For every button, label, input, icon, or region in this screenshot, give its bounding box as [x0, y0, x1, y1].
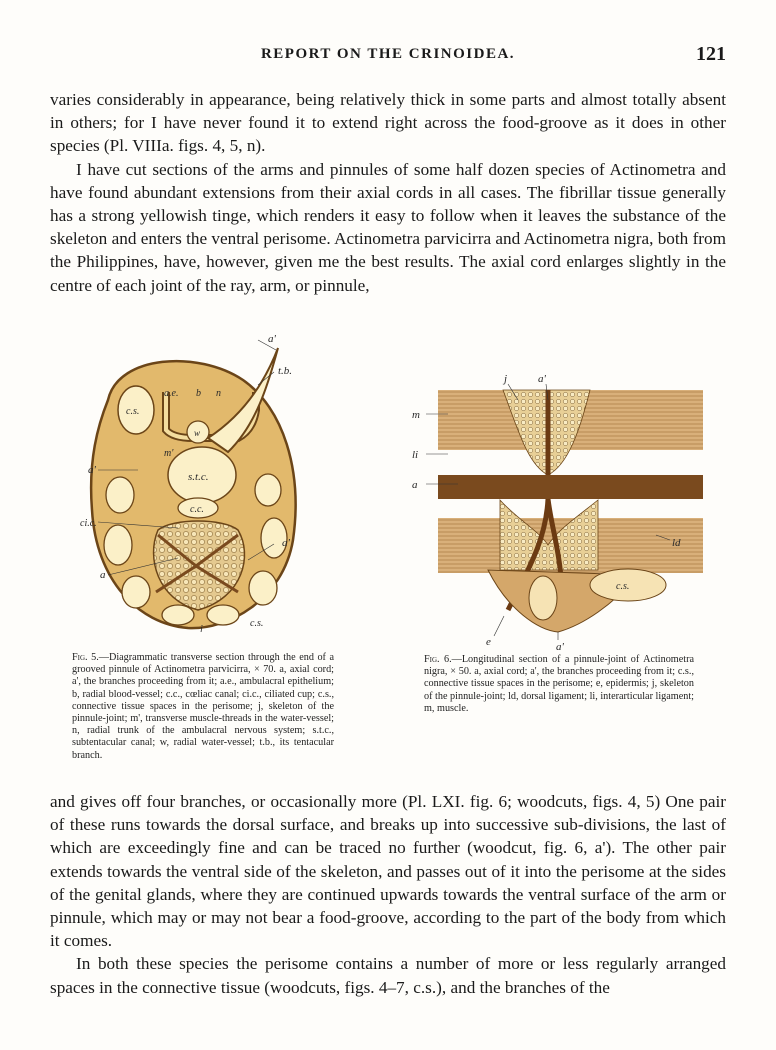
body-text-bottom: [50, 790, 726, 999]
caption-text: —Longitudinal section of a pinnule-joint of Actinometra nigra, × 50. a, axial cord; a', the branches proceeding from it; c.s., connective tissue spaces in the perisome; e, epidermis; j, skeleton of the pinnule-joint; ld, dorsal ligament; li, interarticular ligament; m, muscle.: [424, 654, 694, 714]
label-e: e: [486, 636, 491, 648]
running-head: [50, 43, 726, 70]
caption-label: Fig. 5.: [72, 652, 99, 663]
cs-space: [207, 605, 239, 625]
cs-space: [104, 525, 132, 565]
label-a-prime-left: a': [88, 464, 96, 476]
running-title: REPORT ON THE CRINOIDEA.: [260, 46, 516, 62]
label-a: a: [100, 569, 106, 581]
cs-space: [162, 605, 194, 625]
label-cc: c.c.: [190, 504, 204, 515]
paragraph: In both these species the perisome contains a number of more or less regularly arranged spaces in the connective tissue (woodcuts, figs. 4–7, c.s.), and the branches of the: [50, 954, 726, 997]
label-a-prime-top: a': [268, 333, 276, 345]
label-cs: c.s.: [616, 581, 630, 592]
cs-space: [529, 576, 557, 620]
paragraph: varies considerably in appearance, being relatively thick in some parts and almost totally absent in others; for I have never found it to extend right across the food-groove as it does in other species (Pl. VIIIa. figs. 4, 5, n).: [50, 90, 726, 156]
figure-6: [408, 370, 708, 652]
label-cs-left: c.s.: [126, 406, 140, 417]
figure-5-illustration: [78, 330, 326, 632]
label-ae: a.e.: [164, 388, 179, 399]
cs-space: [106, 477, 134, 513]
cs-space: [249, 571, 277, 605]
label-stc: s.t.c.: [188, 471, 209, 483]
axial-cord-band: [438, 475, 703, 499]
caption-text: —Diagrammatic transverse section through the end of a grooved pinnule of Actinometra parvicirra, × 70. a, axial cord; a', the branches proceeding from it; a.e., ambulacral epithelium; b, radial blood-vessel; c.c., cœliac canal; ci.c., ciliated cup; c.s., connective tissue spaces in the perisome; j, skeleton of the pinnule-joint; m', transverse muscle-threads in the water-vessel; n, radial trunk of the ambulacral nervous system; s.t.c., subtentacular canal; w, radial water-vessel; t.b., its tentacular branch.: [72, 652, 334, 761]
label-w: w: [194, 428, 201, 438]
label-li: li: [412, 449, 419, 461]
label-a-prime-bottom: a': [556, 641, 564, 652]
figure-5-caption: [72, 652, 334, 762]
label-j: j: [200, 624, 203, 632]
figure-6-illustration: [408, 370, 708, 652]
figure-5: [78, 330, 326, 632]
label-a-prime-top: a': [538, 373, 546, 385]
label-m-prime: m': [164, 448, 174, 459]
cs-space: [122, 576, 150, 608]
figure-6-caption: [424, 654, 694, 715]
paragraph: I have cut sections of the arms and pinnules of some half dozen species of Actinometra and have found abundant extensions from their axial cords in all cases. The fibrillar tissue generally has a strong yellowish tinge, which renders it easy to follow when it leaves the substance of the skeleton and enters the ventral perisome. Actinometra parvicirra and Actinometra nigra, both from the Philippines, have, however, given me the best results. The axial cord enlarges slightly in the centre of each joint of the ray, arm, or pinnule,: [50, 159, 726, 295]
label-tb: t.b.: [278, 365, 293, 377]
label-cs-bottom: c.s.: [250, 618, 264, 629]
label-m: m: [412, 409, 420, 421]
label-b: b: [196, 388, 201, 399]
caption-label: Fig. 6.: [424, 654, 452, 665]
paragraph: and gives off four branches, or occasionally more (Pl. LXI. fig. 6; woodcuts, figs. 4, 5) One pair of these runs towards the dorsal surface, and breaks up into successive sub-divisions, the last of which are exceedingly fine and can be traced no further (woodcut, fig. 6, a'). The other pair extends towards the ventral side of the skeleton, and passes out of it into the perisome at the sides of the genital glands, where they are continued upwards towards the ventral surface of the arm or pinnule, which may or may not bear a food-groove, according to the part of the body from which it comes.: [50, 792, 726, 951]
label-n: n: [216, 388, 221, 399]
page-number: 121: [696, 43, 726, 65]
body-text-top: [50, 88, 726, 297]
label-ld: ld: [672, 537, 681, 549]
cs-space: [255, 474, 281, 506]
label-j: j: [504, 373, 508, 385]
label-a: a: [412, 479, 418, 491]
label-cic: ci.c.: [80, 518, 97, 529]
label-a-prime-right: a': [282, 537, 290, 549]
